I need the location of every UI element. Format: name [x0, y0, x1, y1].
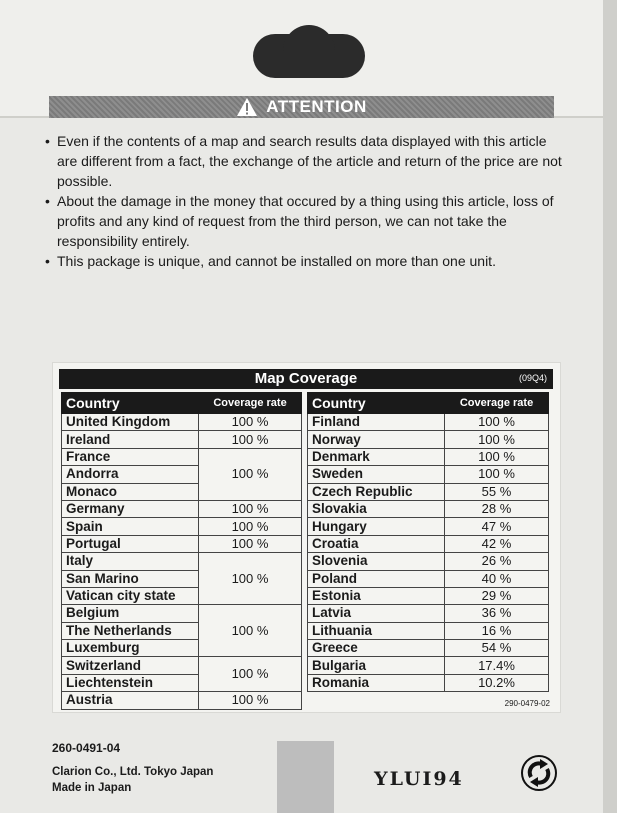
- country-cell: Italy: [62, 553, 199, 570]
- rate-cell: 100 %: [445, 431, 549, 448]
- rate-cell: 17.4%: [445, 657, 549, 674]
- column-header-rate: Coverage rate: [445, 393, 549, 414]
- table-row: [62, 553, 302, 570]
- table-row: [308, 587, 549, 604]
- country-cell: Germany: [62, 500, 199, 517]
- country-cell: Denmark: [308, 448, 445, 465]
- coverage-table-left: [61, 392, 302, 710]
- rate-cell: 100 %: [445, 466, 549, 483]
- country-cell: Norway: [308, 431, 445, 448]
- note-item: • This package is unique, and cannot be installed on more than one unit.: [45, 251, 565, 271]
- column-header-country: Country: [308, 393, 445, 414]
- table-row: [62, 605, 302, 622]
- table-row: [62, 518, 302, 535]
- attention-title: ATTENTION: [266, 97, 367, 116]
- rate-cell: 40 %: [445, 570, 549, 587]
- table-row: [308, 414, 549, 431]
- table-row: [62, 431, 302, 448]
- table-row: [308, 657, 549, 674]
- country-cell: France: [62, 448, 199, 465]
- table-row: [308, 640, 549, 657]
- country-cell: Finland: [308, 414, 445, 431]
- company-name: Clarion Co., Ltd. Tokyo Japan: [52, 766, 214, 778]
- rate-cell: 16 %: [445, 622, 549, 639]
- map-coverage-title: Map Coverage: [254, 370, 358, 387]
- country-cell: Portugal: [62, 535, 199, 552]
- coverage-table-right: [307, 392, 549, 692]
- table-row: [62, 692, 302, 709]
- lot-code: YLUI94: [374, 768, 464, 790]
- country-cell: Lithuania: [308, 622, 445, 639]
- rate-cell: 100 %: [199, 518, 302, 535]
- attention-banner: [49, 96, 554, 118]
- country-cell: Bulgaria: [308, 657, 445, 674]
- country-cell: Poland: [308, 570, 445, 587]
- column-header-rate: Coverage rate: [199, 393, 302, 414]
- product-code: 260-0491-04: [52, 741, 121, 755]
- attention-notes: [45, 131, 565, 271]
- country-cell: Greece: [308, 640, 445, 657]
- rate-cell: 100 %: [199, 553, 302, 605]
- table-row: [308, 500, 549, 517]
- part-number: 290-0479-02: [504, 699, 550, 708]
- rate-cell: 100 %: [199, 448, 302, 500]
- table-row: [62, 448, 302, 465]
- rate-cell: 36 %: [445, 605, 549, 622]
- rate-cell: 26 %: [445, 553, 549, 570]
- table-row: [308, 448, 549, 465]
- table-row: [308, 535, 549, 552]
- rate-cell: 47 %: [445, 518, 549, 535]
- country-cell: Ireland: [62, 431, 199, 448]
- country-cell: Czech Republic: [308, 483, 445, 500]
- column-header-country: Country: [62, 393, 199, 414]
- rate-cell: 100 %: [445, 414, 549, 431]
- table-row: [62, 500, 302, 517]
- country-cell: Hungary: [308, 518, 445, 535]
- note-item: • Even if the contents of a map and search results data displayed with this article are different from a fact, the exchange of the article and return of the price are not possible.: [45, 131, 565, 191]
- made-in: Made in Japan: [52, 782, 132, 794]
- country-cell: United Kingdom: [62, 414, 199, 431]
- barcode-area: [277, 741, 334, 813]
- country-cell: Spain: [62, 518, 199, 535]
- table-row: [62, 657, 302, 674]
- country-cell: Slovenia: [308, 553, 445, 570]
- note-item: • About the damage in the money that occured by a thing using this article, loss of profits and any kind of request from the third person, we can not take the responsibility entirely.: [45, 191, 565, 251]
- warning-icon: [236, 97, 258, 117]
- table-row: [62, 535, 302, 552]
- rate-cell: 10.2%: [445, 674, 549, 691]
- table-row: [308, 518, 549, 535]
- country-cell: Vatican city state: [62, 587, 199, 604]
- table-row: [308, 622, 549, 639]
- country-cell: San Marino: [62, 570, 199, 587]
- rate-cell: 100 %: [199, 657, 302, 692]
- map-version-code: (09Q4): [518, 373, 547, 383]
- country-cell: Liechtenstein: [62, 674, 199, 691]
- rate-cell: 54 %: [445, 640, 549, 657]
- table-row: [308, 431, 549, 448]
- rate-cell: 55 %: [445, 483, 549, 500]
- hang-hole: [253, 34, 365, 78]
- rate-cell: 42 %: [445, 535, 549, 552]
- country-cell: Andorra: [62, 466, 199, 483]
- map-coverage-header: [59, 369, 553, 389]
- table-row: [308, 466, 549, 483]
- rate-cell: 100 %: [199, 535, 302, 552]
- table-row: [308, 553, 549, 570]
- country-cell: Belgium: [62, 605, 199, 622]
- country-cell: Romania: [308, 674, 445, 691]
- table-row: [308, 605, 549, 622]
- company-info: [52, 764, 213, 796]
- rate-cell: 100 %: [445, 448, 549, 465]
- country-cell: The Netherlands: [62, 622, 199, 639]
- table-row: [308, 483, 549, 500]
- rate-cell: 100 %: [199, 692, 302, 709]
- rate-cell: 28 %: [445, 500, 549, 517]
- recycle-icon: [520, 754, 558, 792]
- rate-cell: 29 %: [445, 587, 549, 604]
- rate-cell: 100 %: [199, 431, 302, 448]
- table-row: [308, 570, 549, 587]
- rate-cell: 100 %: [199, 414, 302, 431]
- rate-cell: 100 %: [199, 605, 302, 657]
- country-cell: Switzerland: [62, 657, 199, 674]
- country-cell: Austria: [62, 692, 199, 709]
- box-edge: [603, 0, 617, 813]
- country-cell: Luxemburg: [62, 640, 199, 657]
- country-cell: Estonia: [308, 587, 445, 604]
- country-cell: Monaco: [62, 483, 199, 500]
- rate-cell: 100 %: [199, 500, 302, 517]
- country-cell: Sweden: [308, 466, 445, 483]
- country-cell: Slovakia: [308, 500, 445, 517]
- table-row: [62, 414, 302, 431]
- country-cell: Croatia: [308, 535, 445, 552]
- map-coverage-card: [53, 363, 560, 712]
- table-row: [308, 674, 549, 691]
- country-cell: Latvia: [308, 605, 445, 622]
